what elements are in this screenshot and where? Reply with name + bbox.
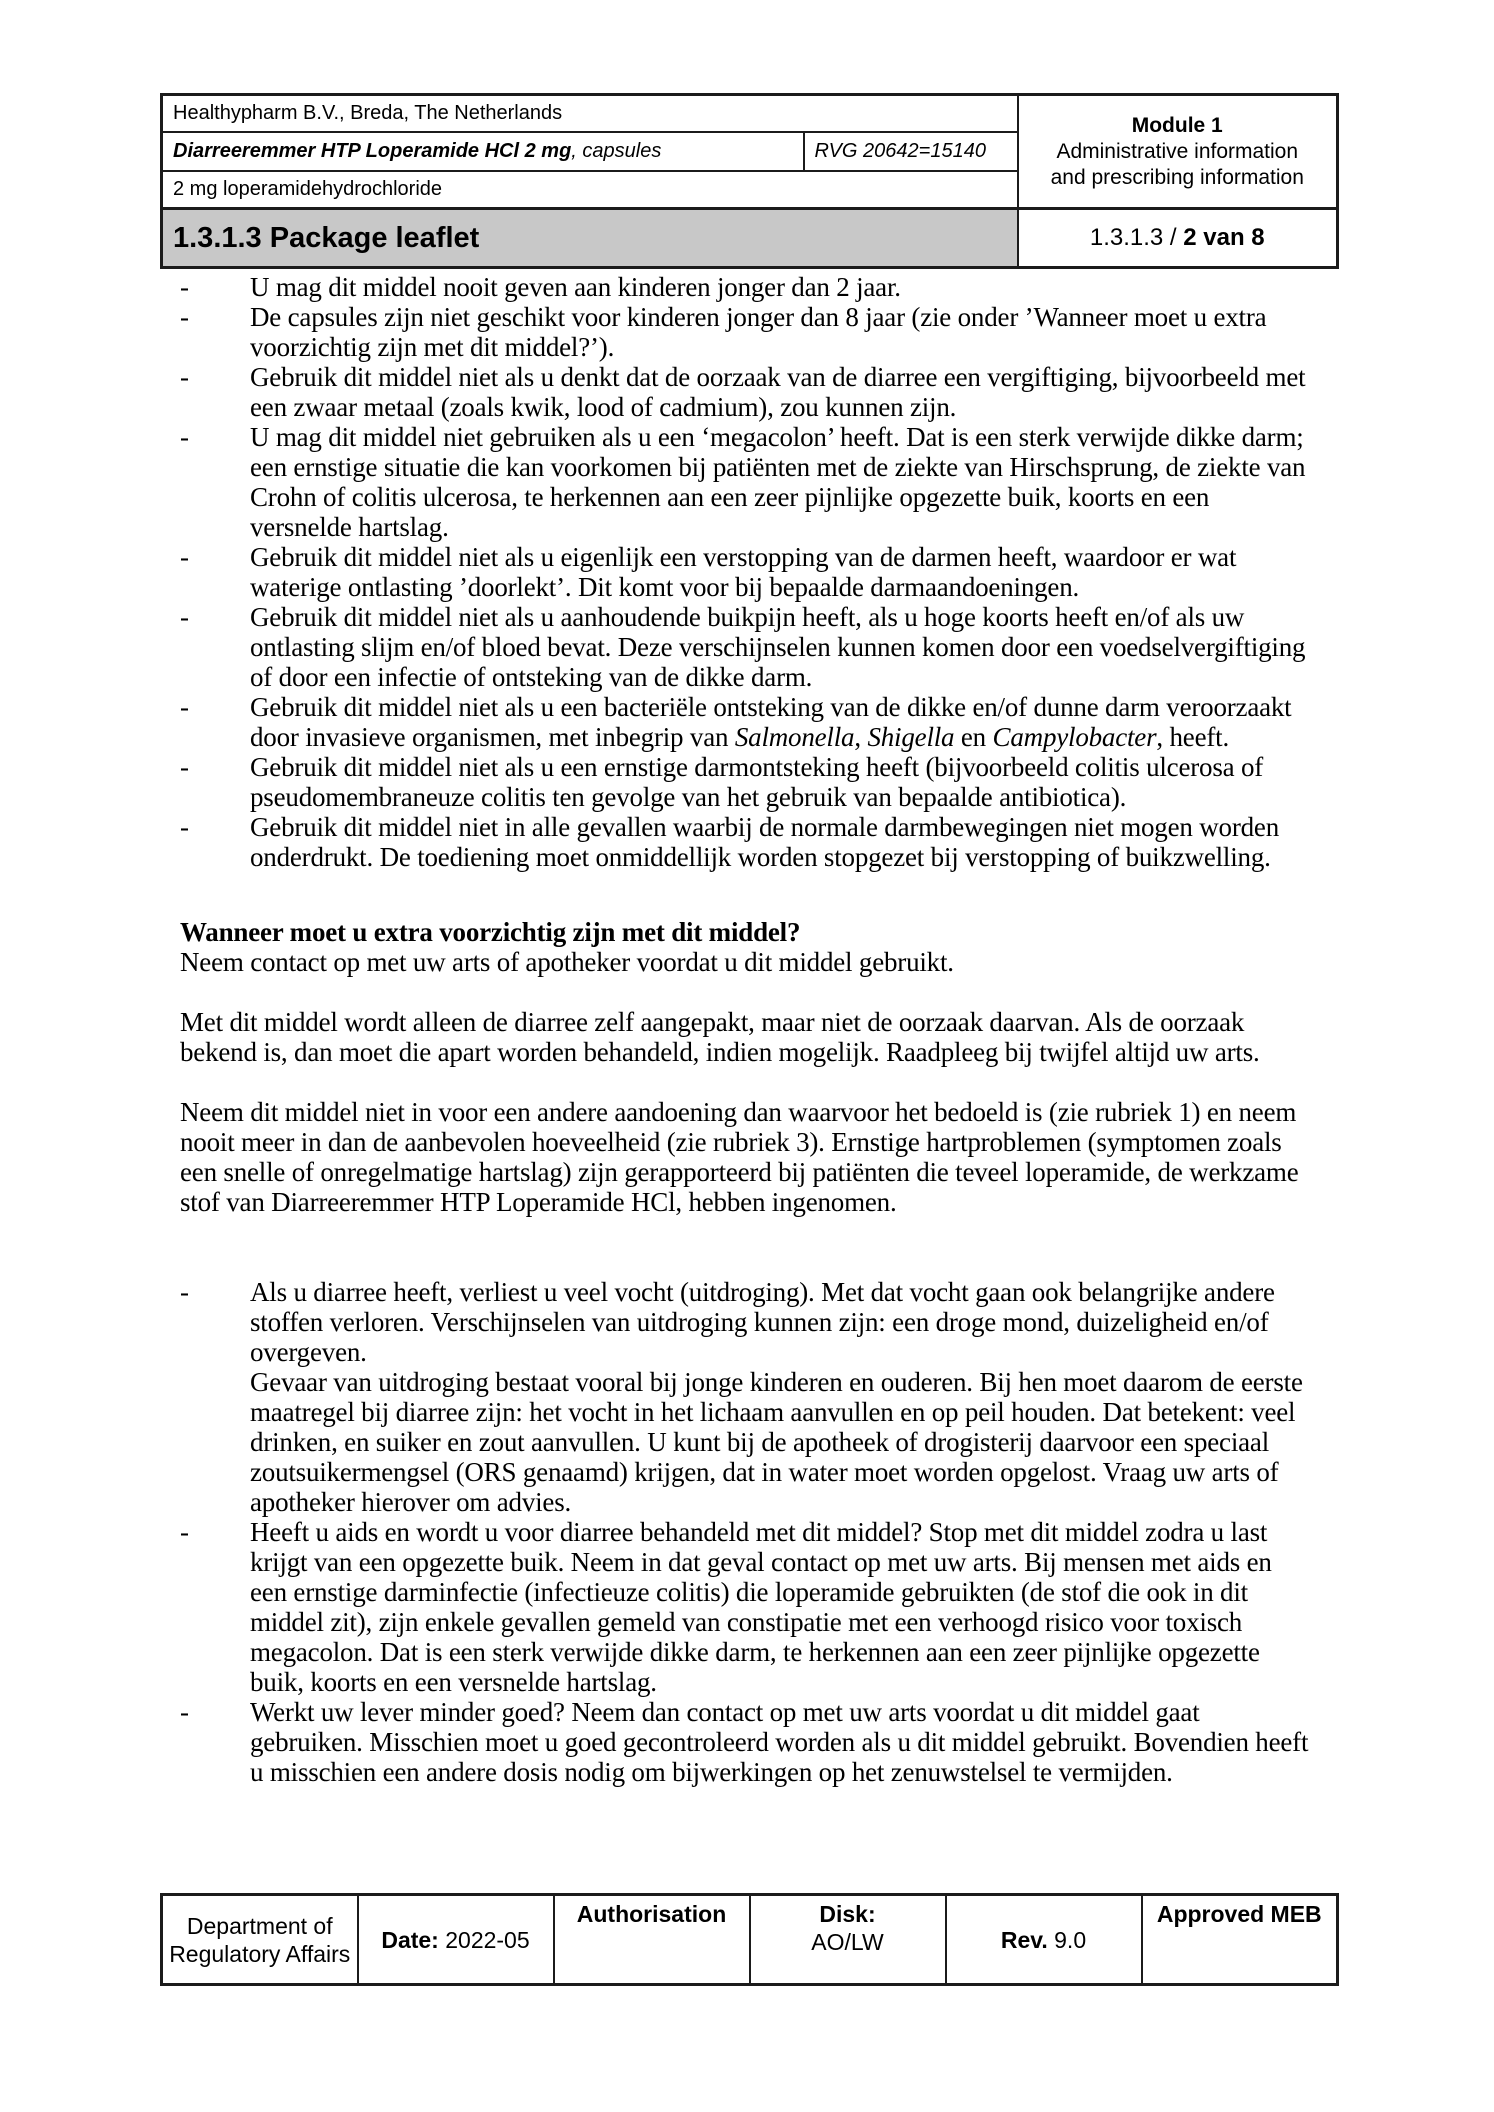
bullet-text: Werkt uw lever minder goed? Neem dan contact op met uw arts voordat u dit middel gaat gebruiken. Misschien moet u goed gecontroleerd worden als u dit middel gebruikt. Bovendien heeft u misschien een andere dosis nodig om bijwerkingen op het zenuwstelsel te vermijden. [250, 1697, 1309, 1787]
bullet-paragraph: Gevaar van uitdroging bestaat vooral bij jonge kinderen en ouderen. Bij hen moet daarom de eerste maatregel bij diarree zijn: het vocht in het lichaam aanvullen en op peil houden. Dat betekent: veel drinken, en suiker en zout aanvullen. U kunt bij de apotheek of drogisterij daarvoor een speciaal zoutsuikermengsel (ORS genaamd) krijgen, dat in water moet worden opgelost. Vraag uw arts of apotheker hierover om advies. [250, 1367, 1303, 1517]
section-heading: Wanneer moet u extra voorzichtig zijn met dit middel? [180, 917, 801, 947]
paragraph: Neem contact op met uw arts of apotheker voordat u dit middel gebruikt. [180, 947, 954, 977]
department-line2: Regulatory Affairs [169, 1940, 351, 1967]
bullet-dash: - [180, 1277, 189, 1307]
footer-cell-date [358, 1895, 554, 1985]
bullet-text: U mag dit middel nooit geven aan kinderen jonger dan 2 jaar. [250, 272, 901, 302]
bullet-dash: - [180, 302, 189, 332]
header-row-company [162, 95, 1338, 133]
spacer [180, 977, 1313, 1007]
module-line2: and prescribing information [1050, 165, 1304, 189]
disk-value: AO/LW [811, 1929, 884, 1955]
bullet-text: Gebruik dit middel niet als u een ernstige darmontsteking heeft (bijvoorbeeld colitis ulcerosa of pseudomembraneuze colitis ten gevolge van het gebruik van bepaalde antibiotica). [250, 752, 1264, 812]
bullet-dash: - [180, 362, 189, 392]
bullet-dash: - [180, 542, 189, 572]
bullet-item [180, 272, 1313, 302]
organism-name: Salmonella [734, 722, 855, 752]
company-text: Healthypharm B.V., Breda, The Netherlands [173, 102, 563, 124]
bullet-item [180, 302, 1313, 362]
company-cell [162, 95, 1018, 133]
product-cell [162, 132, 804, 171]
bullet-item [180, 362, 1313, 422]
bullet-dash: - [180, 422, 189, 452]
bullet-dash: - [180, 272, 189, 302]
spacer [180, 1067, 1313, 1097]
page-ref-cell [1018, 209, 1338, 268]
bullet-text: U mag dit middel niet gebruiken als u een ‘megacolon’ heeft. Dat is een sterk verwijde dikke darm; een ernstige situatie die kan voorkomen bij patiënten met de ziekte van Hirschsprung, de ziekte van Crohn of colitis ulcerosa, te herkennen aan een zeer pijnlijke opgezette buik, koorts en een versnelde hartslag. [250, 422, 1306, 542]
bullet-text: De capsules zijn niet geschikt voor kinderen jonger dan 8 jaar (zie onder ’Wanneer moet u extra voorzichtig zijn met dit middel?’). [250, 302, 1267, 362]
bullet-item [180, 602, 1313, 692]
footer-table [160, 1893, 1339, 1986]
footer-cell-rev [946, 1895, 1142, 1985]
footer-cell-approved: Approved MEB [1142, 1895, 1338, 1985]
section-title-cell: 1.3.1.3 Package leaflet [162, 209, 1018, 268]
strength-cell: 2 mg loperamidehydrochloride [162, 171, 1018, 209]
module-line1: Administrative information [1056, 139, 1299, 163]
bullet-item [180, 692, 1313, 752]
bullet-item [180, 752, 1313, 812]
bullet-text: Gebruik dit middel niet als u eigenlijk een verstopping van de darmen heeft, waardoor er wat waterige ontlasting ’doorlekt’. Dit komt voor bij bepaalde darmaandoeningen. [250, 542, 1237, 602]
product-suffix: , capsules [571, 140, 662, 162]
footer-cell-authorisation: Authorisation [554, 1895, 750, 1985]
page-ref-number: 2 van 8 [1183, 224, 1265, 251]
bullet-text-part: en [954, 722, 993, 752]
footer-cell-disk [750, 1895, 946, 1985]
bullet-text: Heeft u aids en wordt u voor diarree behandeld met dit middel? Stop met dit middel zodra u last krijgt van een opgezette buik. Neem in dat geval contact op met uw arts. Bij mensen met aids en een ernstige darminfectie (infectieuze colitis) die loperamide gebruikten (de stof die ook in dit middel zit), zijn enkele gevallen gemeld van constipatie met een verhoogd risico voor toxisch megacolon. Dat is een sterk verwijde dikke darm, te herkennen aan een zeer pijnlijke opgezette buik, koorts en een versnelde hartslag. [250, 1517, 1272, 1697]
bullet-item [180, 1517, 1313, 1697]
rvg-cell: RVG 20642=15140 [804, 132, 1018, 171]
bullet-text-part: , [854, 722, 868, 752]
bullet-paragraph: Als u diarree heeft, verliest u veel vocht (uitdroging). Met dat vocht gaan ook belangrijke andere stoffen verloren. Verschijnselen van uitdroging kunnen zijn: een droge mond, duizeligheid en/of overgeven. [250, 1277, 1275, 1367]
bullet-text: Gebruik dit middel niet in alle gevallen waarbij de normale darmbewegingen niet mogen worden onderdrukt. De toediening moet onmiddellijk worden stopgezet bij verstopping of buikzwelling. [250, 812, 1280, 872]
header-table [160, 93, 1339, 269]
rev-value: 9.0 [1047, 1926, 1087, 1953]
bullet-item [180, 542, 1313, 602]
bullet-text: Gebruik dit middel niet als u denkt dat de oorzaak van de diarree een vergiftiging, bijvoorbeeld met een zwaar metaal (zoals kwik, lood of cadmium), zou kunnen zijn. [250, 362, 1306, 422]
bullet-item [180, 1697, 1313, 1787]
bullet-item [180, 422, 1313, 542]
module-cell [1018, 95, 1338, 209]
bullet-text-part: , heeft. [1156, 722, 1230, 752]
paragraph: Neem dit middel niet in voor een andere aandoening dan waarvoor het bedoeld is (zie rubriek 1) en neem nooit meer in dan de aanbevolen hoeveelheid (zie rubriek 3). Ernstige hartproblemen (symptomen zoals een snelle of onregelmatige hartslag) zijn gerapporteerd bij patiënten die teveel loperamide, de werkzame stof van Diarreeremmer HTP Loperamide HCl, hebben ingenomen. [180, 1097, 1299, 1217]
bullet-text [250, 692, 1313, 752]
spacer [180, 1217, 1313, 1277]
leaflet-body [180, 272, 1313, 1787]
bullet-dash: - [180, 752, 189, 782]
bullet-dash: - [180, 1697, 189, 1727]
page-ref-prefix: 1.3.1.3 / [1089, 224, 1184, 251]
rev-label: Rev. [1000, 1926, 1048, 1953]
bullet-text: Gebruik dit middel niet als u aanhoudende buikpijn heeft, als u hoge koorts heeft en/of als uw ontlasting slijm en/of bloed bevat. Deze verschijnselen kunnen komen door een voedselvergiftiging of door een infectie of ontsteking van de dikke darm. [250, 602, 1306, 692]
section-row [162, 209, 1338, 268]
product-name: Diarreeremmer HTP Loperamide HCl 2 mg [173, 140, 572, 162]
bullet-dash: - [180, 692, 189, 722]
organism-name: Campylobacter [992, 722, 1157, 752]
bullet-item [180, 1277, 1313, 1517]
footer-cell-department [162, 1895, 358, 1985]
bullet-dash: - [180, 602, 189, 632]
spacer [180, 872, 1313, 917]
bullet-item [180, 812, 1313, 872]
module-title: Module 1 [1131, 113, 1223, 137]
bullet-dash: - [180, 812, 189, 842]
paragraph: Met dit middel wordt alleen de diarree zelf aangepakt, maar niet de oorzaak daarvan. Als de oorzaak bekend is, dan moet die apart worden behandeld, indien mogelijk. Raadpleeg bij twijfel altijd uw arts. [180, 1007, 1260, 1067]
date-value: 2022-05 [438, 1926, 530, 1953]
organism-name: Shigella [867, 722, 955, 752]
disk-label: Disk: [819, 1901, 876, 1927]
date-label: Date: [381, 1926, 439, 1953]
department-line1: Department of [186, 1912, 333, 1939]
bullet-text [250, 1277, 1313, 1517]
bullet-text-part: Gebruik dit middel niet als u een bacteriële ontsteking van de dikke en/of dunne darm veroorzaakt door invasieve organismen, met inbegrip van [250, 692, 1292, 752]
bullet-dash: - [180, 1517, 189, 1547]
